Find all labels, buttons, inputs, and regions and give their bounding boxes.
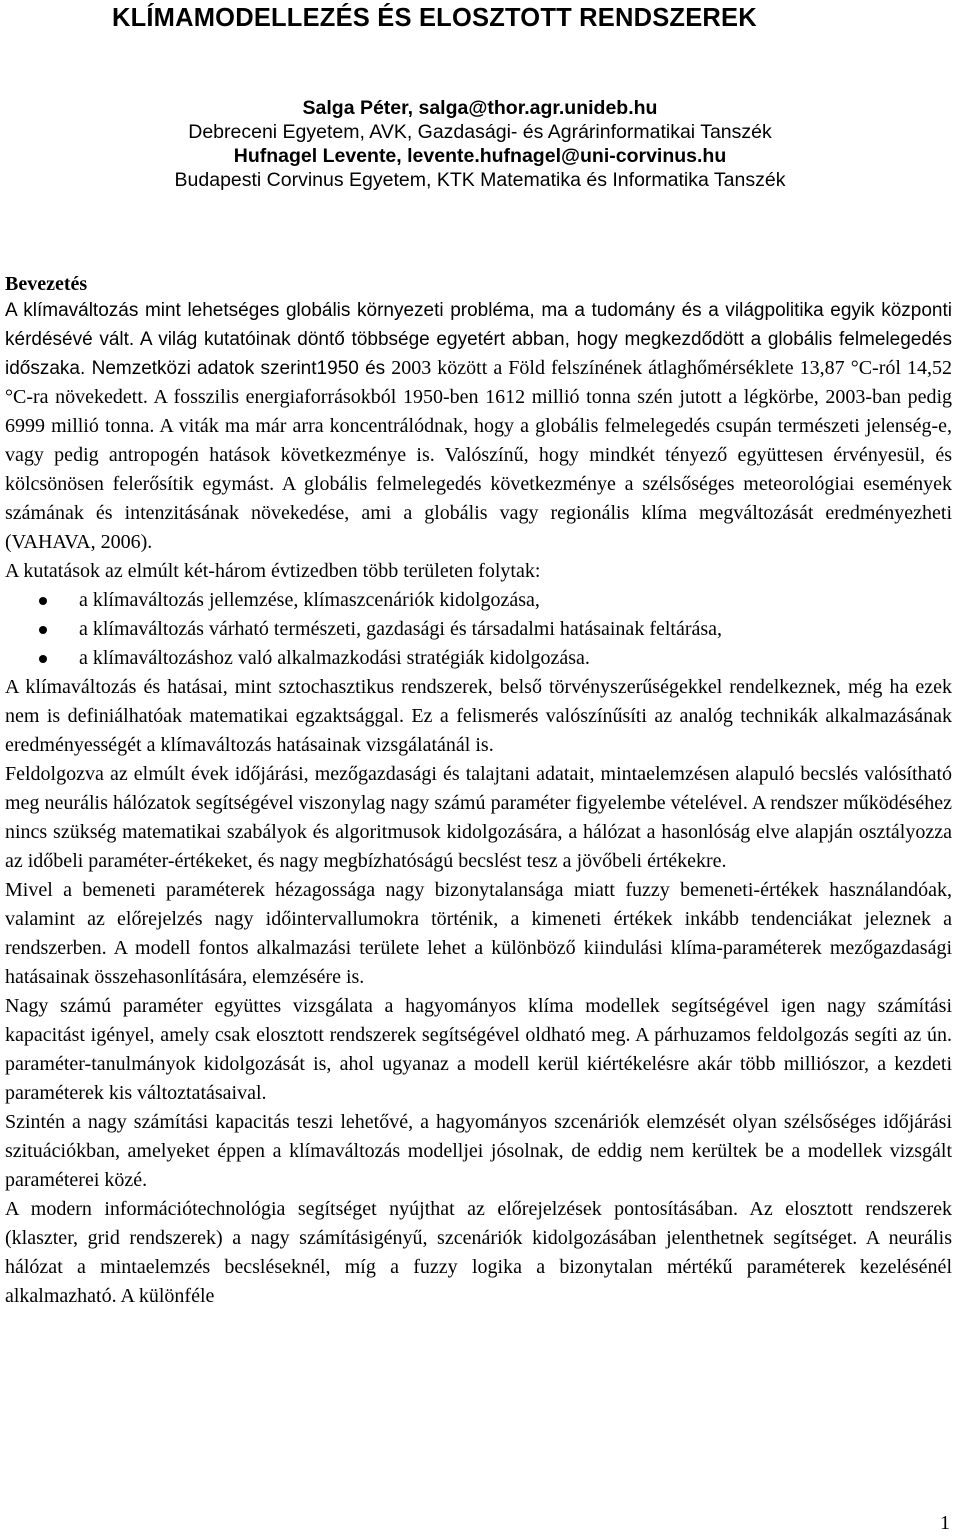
paragraph-text: fosszilis energiaforrásokból 1950-ben 1612 millió tonna szén jutott a légkörbe, 2003-ban pedig 6999 millió tonna. (5, 386, 953, 437)
section-body (5, 296, 952, 1311)
paragraph: A klímaváltozás és hatásai, mint sztochasztikus rendszerek, belső törvényszerűségekkel rendelkeznek, még ha ezek nem is definiálhatóak matematikai egzaktsággal. Ez a felismerés valószínűsíti az analóg technikák alkalmazásának eredményességét a klímaváltozás hatásainak vizsgálatánál is. (5, 676, 952, 756)
paragraph-text: A viták ma már arra koncentrálódnak, hogy a globális felmelegedés csupán természeti jelenség-e, vagy pedig antropogén hatások következménye is. Valószínű, hogy mindkét tényező együttesen érvényesül, és kölcsönösen felerősítik egymást. A globális felmelegedés következménye a szélsőséges meteorológiai események számának és intenzitásának növekedése, ami a globális vagy regionális klíma megváltozását eredményezheti (VAHAVA, 2006). (5, 415, 952, 553)
paragraph-text: 2003 között a Föld felszínének átlaghőmérséklete 13,87 °C-ról 14,52 °C-ra növekedett. A (5, 357, 952, 408)
paragraph-text: A klímaváltozás mint lehetséges globális környezeti probléma, ma a tudomány és a világpolitika egyik központi kérdésévé vált. A világ kutatóinak döntő többsége egyetért abban, hogy megkezdődött a globális felmelegedés időszaka. Nemzetközi adatok szerint1950 és (5, 300, 952, 379)
section-heading: Bevezetés (5, 273, 88, 295)
paragraph: Mivel a bemeneti paraméterek hézagossága nagy bizonytalansága miatt fuzzy bemeneti-értékek használandóak, valamint az előrejelzés nagy időintervallumokra történik, a kimeneti értékek inkább tendenciákat jeleznek a rendszerben. A modell fontos alkalmazási területe lehet a különböző kiindulási klíma-paraméterek mezőgazdasági hatásainak összehasonlítására, elemzésére is. (5, 879, 952, 988)
bullet-icon (39, 626, 47, 634)
paper-title: KLÍMAMODELLEZÉS ÉS ELOSZTOTT RENDSZEREK (112, 4, 757, 32)
list-item: a klímaváltozás jellemzése, klímaszcenáriók kidolgozása, (5, 586, 952, 615)
paragraph-intro (5, 296, 952, 557)
list-intro: A kutatások az elmúlt két-három évtizedben több területen folytak: (5, 560, 541, 582)
page-number: 1 (940, 1512, 950, 1534)
author-affiliation: Debreceni Egyetem, AVK, Gazdasági- és Agrárinformatikai Tanszék (188, 121, 772, 143)
author-affiliation: Budapesti Corvinus Egyetem, KTK Matematika és Informatika Tanszék (174, 169, 786, 191)
author-name-email: Hufnagel Levente, levente.hufnagel@uni-corvinus.hu (233, 145, 727, 167)
author-block-2 (0, 144, 960, 192)
paragraph: A modern információtechnológia segítséget nyújthat az előrejelzések pontosításában. Az elosztott rendszerek (klaszter, grid rendszerek) a nagy számításigényű, szcenáriók kidolgozásában jelenthetnek segítséget. A neurális hálózat a mintaelemzés becsléseknél, míg a fuzzy logika a bizonytalan mértékű paraméterek kezelésénél alkalmazható. A különféle (5, 1198, 952, 1307)
author-block-1 (0, 96, 960, 144)
paragraph: Nagy számú paraméter együttes vizsgálata a hagyományos klíma modellek segítségével igen nagy számítási kapacitást igényel, amely csak elosztott rendszerek segítségével oldható meg. A párhuzamos feldolgozás segíti az ún. paraméter-tanulmányok kidolgozását is, ahol ugyanaz a modell kerül kiértékelésre akár több milliószor, a kezdeti paraméterek kis változtatásaival. (5, 995, 952, 1104)
paragraph: Feldolgozva az elmúlt évek időjárási, mezőgazdasági és talajtani adatait, mintaelemzésen alapuló becslés valósítható meg neurális hálózatok segítségével viszonylag nagy számú paraméter figyelembe vételével. A rendszer működéséhez nincs szükség matematikai szabályok és algoritmusok kidolgozására, a hálózat a hasonlóság elve alapján osztályozza az időbeli paraméter-értékeket, és nagy megbízhatóságú becslést tesz a jövőbeli értékekre. (5, 763, 952, 872)
bullet-icon (39, 655, 47, 663)
author-name-email: Salga Péter, salga@thor.agr.unideb.hu (302, 97, 658, 119)
bullet-icon (39, 597, 47, 605)
paragraph: Szintén a nagy számítási kapacitás teszi lehetővé, a hagyományos szcenáriók elemzését olyan szélsőséges időjárási szituációkban, amelyeket éppen a klímaváltozás modelljei jósolnak, de eddig nem kerültek be a modellek vizsgált paraméterei közé. (5, 1111, 952, 1191)
list-item: a klímaváltozás várható természeti, gazdasági és társadalmi hatásainak feltárása, (5, 615, 952, 644)
research-areas-list (5, 586, 952, 673)
list-item: a klímaváltozáshoz való alkalmazkodási stratégiák kidolgozása. (5, 644, 952, 673)
